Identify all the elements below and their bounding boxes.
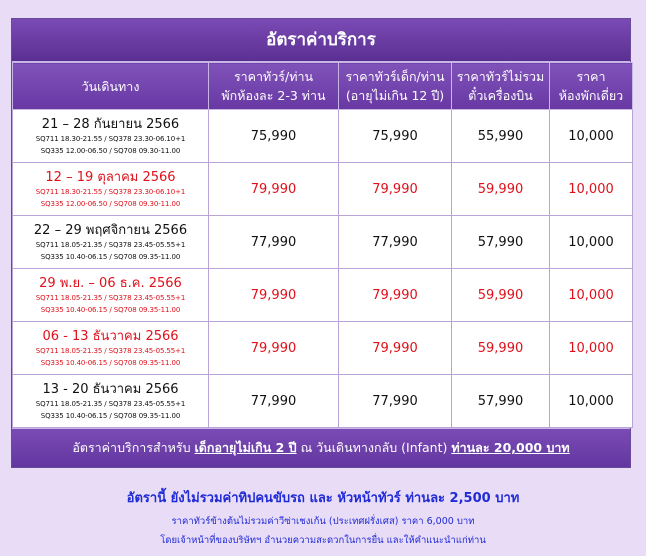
adult-price: 75,990 <box>209 110 339 163</box>
header-travel-date: วันเดินทาง <box>13 63 209 110</box>
table-row <box>13 375 633 428</box>
child-price: 79,990 <box>339 163 452 216</box>
table-row <box>13 163 633 216</box>
no-ticket-price: 59,990 <box>452 163 550 216</box>
no-ticket-price: 59,990 <box>452 322 550 375</box>
travel-date-cell <box>13 216 209 269</box>
travel-date: 06 - 13 ธันวาคม 2566 <box>42 328 179 344</box>
flight-return: SQ335 10.40-06.15 / SQ708 09.35-11.00 <box>40 411 181 420</box>
infant-price-note <box>12 428 630 467</box>
travel-date: 12 – 19 ตุลาคม 2566 <box>45 169 176 185</box>
flight-outbound: SQ711 18.30-21.55 / SQ378 23.30-06.10+1 <box>35 187 186 196</box>
travel-date-cell <box>13 322 209 375</box>
header-child-price: ราคาทัวร์เด็ก/ท่าน (อายุไม่เกิน 12 ปี) <box>339 63 452 110</box>
single-room-price: 10,000 <box>550 163 633 216</box>
flight-outbound: SQ711 18.30-21.55 / SQ378 23.30-06.10+1 <box>35 134 186 143</box>
footer-service-note: โดยเจ้าหน้าที่ของบริษัทฯ อำนวยความสะดวกในการยื่น และให้คำแนะนำแก่ท่าน <box>160 535 486 546</box>
header-no-ticket-price: ราคาทัวร์ไม่รวม ตั๋วเครื่องบิน <box>452 63 550 110</box>
single-room-price: 10,000 <box>550 375 633 428</box>
adult-price: 77,990 <box>209 216 339 269</box>
flight-outbound: SQ711 18.05-21.35 / SQ378 23.45-05.55+1 <box>35 399 186 408</box>
infant-note-prefix: อัตราค่าบริการสำหรับ <box>72 440 195 455</box>
travel-date: 21 – 28 กันยายน 2566 <box>41 116 180 132</box>
travel-date-cell <box>13 375 209 428</box>
flight-return: SQ335 10.40-06.15 / SQ708 09.35-11.00 <box>40 305 181 314</box>
child-price: 75,990 <box>339 110 452 163</box>
flight-return: SQ335 10.40-06.15 / SQ708 09.35-11.00 <box>40 358 181 367</box>
child-price: 77,990 <box>339 375 452 428</box>
no-ticket-price: 55,990 <box>452 110 550 163</box>
price-table <box>11 18 631 468</box>
flight-return: SQ335 10.40-06.15 / SQ708 09.35-11.00 <box>40 252 181 261</box>
single-room-price: 10,000 <box>550 269 633 322</box>
child-price: 79,990 <box>339 322 452 375</box>
adult-price: 77,990 <box>209 375 339 428</box>
no-ticket-price: 57,990 <box>452 375 550 428</box>
no-ticket-price: 57,990 <box>452 216 550 269</box>
price-grid <box>12 62 633 428</box>
table-row <box>13 110 633 163</box>
infant-price: ท่านละ 20,000 บาท <box>451 440 570 455</box>
child-price: 77,990 <box>339 216 452 269</box>
child-price: 79,990 <box>339 269 452 322</box>
flight-outbound: SQ711 18.05-21.35 / SQ378 23.45-05.55+1 <box>35 293 186 302</box>
table-row <box>13 216 633 269</box>
travel-date-cell <box>13 163 209 216</box>
header-single-room: ราคา ห้องพักเดี่ยว <box>550 63 633 110</box>
travel-date: 13 - 20 ธันวาคม 2566 <box>42 381 179 397</box>
adult-price: 79,990 <box>209 269 339 322</box>
single-room-price: 10,000 <box>550 110 633 163</box>
table-row <box>13 322 633 375</box>
travel-date: 22 – 29 พฤศจิกายน 2566 <box>33 222 188 238</box>
no-ticket-price: 59,990 <box>452 269 550 322</box>
infant-note-middle: ณ วันเดินทางกลับ (Infant) <box>296 440 452 455</box>
single-room-price: 10,000 <box>550 322 633 375</box>
footer-tip-note: อัตรานี้ ยังไม่รวมค่าทิปคนขับรถ และ หัวหน้าทัวร์ ท่านละ 2,500 บาท <box>126 491 520 506</box>
table-title: อัตราค่าบริการ <box>12 19 630 62</box>
travel-date-cell <box>13 269 209 322</box>
infant-age-condition: เด็กอายุไม่เกิน 2 ปี <box>194 440 297 455</box>
single-room-price: 10,000 <box>550 216 633 269</box>
flight-return: SQ335 12.00-06.50 / SQ708 09.30-11.00 <box>40 146 181 155</box>
flight-outbound: SQ711 18.05-21.35 / SQ378 23.45-05.55+1 <box>35 346 186 355</box>
flight-outbound: SQ711 18.05-21.35 / SQ378 23.45-05.55+1 <box>35 240 186 249</box>
header-adult-price: ราคาทัวร์/ท่าน พักห้องละ 2-3 ท่าน <box>209 63 339 110</box>
header-row <box>13 63 633 110</box>
adult-price: 79,990 <box>209 163 339 216</box>
travel-date: 29 พ.ย. – 06 ธ.ค. 2566 <box>39 275 182 291</box>
footer-visa-note: ราคาทัวร์ข้างต้นไม่รวมค่าวีซ่าเชงเก้น (ประเทศฝรั่งเศส) ราคา 6,000 บาท <box>171 516 475 527</box>
flight-return: SQ335 12.00-06.50 / SQ708 09.30-11.00 <box>40 199 181 208</box>
table-row <box>13 269 633 322</box>
travel-date-cell <box>13 110 209 163</box>
adult-price: 79,990 <box>209 322 339 375</box>
